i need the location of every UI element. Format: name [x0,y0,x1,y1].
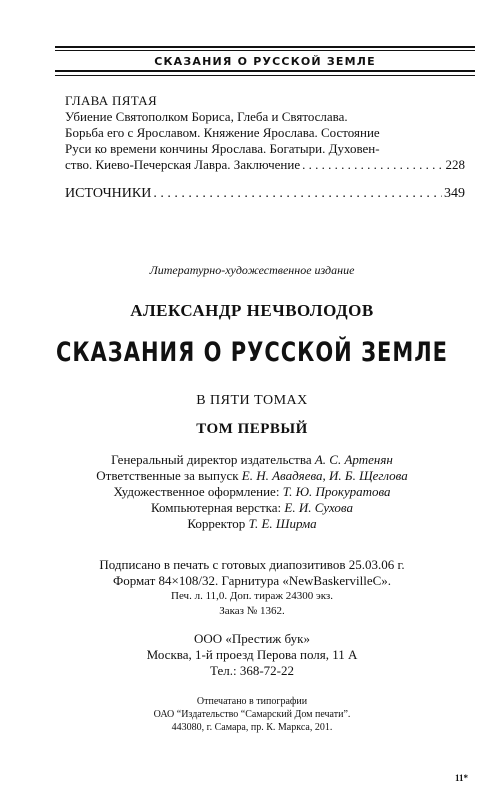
volume-number: ТОМ ПЕРВЫЙ [196,421,308,437]
toc-summary-line: Борьба его с Ярославом. Княжение Ярослава. Состояние [65,125,380,140]
author-name: АЛЕКСАНДР НЕЧВОЛОДОВ [130,301,374,320]
credit-person: Е. Н. Авадяева, И. Б. Щеглова [241,468,408,483]
credit-line [0,516,504,532]
credit-person: Е. И. Сухова [284,500,353,515]
credit-line [0,452,504,468]
toc-entry-line [65,157,465,173]
toc-page-number: 228 [445,157,465,172]
printer-block [0,695,504,734]
publisher-phone: Тел.: 368-72-22 [210,663,294,678]
toc-chapter-title: ГЛАВА ПЯТАЯ [65,93,157,108]
toc-summary-line: Убиение Святополком Бориса, Глеба и Святослава. [65,109,348,124]
toc-entry-sources [65,186,465,202]
printer-line: Отпечатано в типографии [196,696,308,707]
header-rule [55,46,475,48]
format-line: Формат 84×108/32. Гарнитура «NewBaskervilleC». [112,573,392,588]
edition-type: Литературно-художественное издание [149,263,355,277]
volume-count: В ПЯТИ ТОМАХ [196,393,308,408]
order-number: Заказ № 1362. [219,605,285,617]
header-rule [55,75,475,76]
credits-block [0,452,504,532]
toc-sources-label: ИСТОЧНИКИ [65,186,152,201]
toc-leader-dots [153,186,442,202]
credit-line [0,500,504,516]
credit-role: Корректор [187,516,249,531]
toc-leader-dots [302,157,443,173]
credit-role: Ответственные за выпуск [96,468,242,483]
sheets-run-line: Печ. л. 11,0. Доп. тираж 24300 экз. [171,590,333,602]
print-details [0,557,504,619]
header-rule [55,70,475,72]
running-header-title: СКАЗАНИЯ О РУССКОЙ ЗЕМЛЕ [154,55,376,68]
publisher-address: Москва, 1-й проезд Перова поля, 11 А [146,647,358,662]
credit-role: Генеральный директор издательства [111,452,315,467]
page-number: 11* [454,773,468,783]
table-of-contents [65,93,465,202]
credit-line [0,484,504,500]
book-title: СКАЗАНИЯ О РУССКОЙ ЗЕМЛЕ [55,337,449,367]
toc-chapter-summary [65,109,465,173]
toc-summary-line: ство. Киево-Печерская Лавра. Заключение [65,157,301,172]
publisher-block [0,631,504,679]
header-rule [55,50,475,51]
toc-page-number: 349 [444,186,465,201]
toc-summary-line: Руси ко времени кончины Ярослава. Богатыри. Духовен- [65,141,380,156]
printer-line: 443080, г. Самара, пр. К. Маркса, 201. [171,722,333,733]
credit-role: Компьютерная верстка: [151,500,285,515]
credit-person: Т. Е. Ширма [248,516,317,531]
credit-person: Т. Ю. Прокуратова [282,484,391,499]
credit-role: Художественное оформление: [113,484,283,499]
credit-line [0,468,504,484]
running-header [55,46,475,76]
credit-person: А. С. Артенян [314,452,393,467]
publisher-name: ООО «Престиж бук» [194,631,310,646]
signed-to-print: Подписано в печать с готовых диапозитивов 25.03.06 г. [99,557,405,572]
printer-line: ОАО “Издательство “Самарский Дом печати”. [153,709,351,720]
